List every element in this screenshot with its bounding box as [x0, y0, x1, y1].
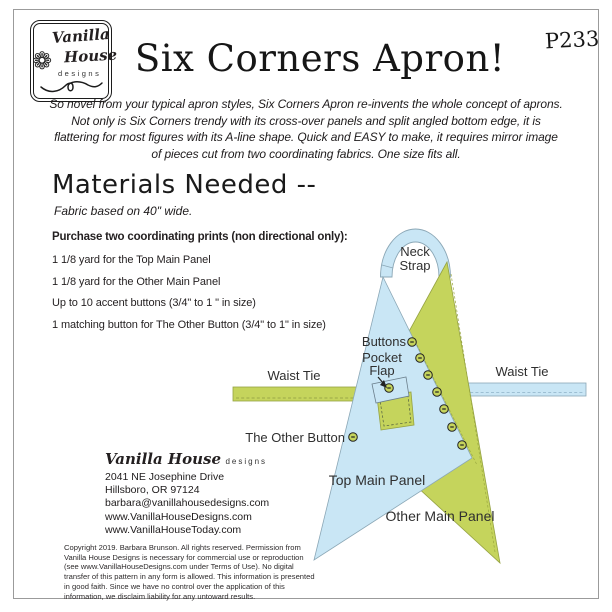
material-item: 1 1/8 yard for the Top Main Panel [52, 254, 211, 266]
pattern-code: P233 [544, 26, 600, 54]
contact-website: www.VanillaHouseDesigns.com [105, 510, 252, 523]
button-marker [458, 441, 467, 450]
button-marker [424, 371, 433, 380]
fabric-note: Fabric based on 40" wide. [54, 204, 193, 218]
the-other-button-marker [349, 433, 358, 442]
waist-tie-right-shape [462, 383, 586, 396]
intro-line: flattering for most figures with its A-line shape. Quick and EASY to make, it requires mirror image [54, 130, 558, 144]
page-title: Six Corners Apron! [134, 37, 506, 80]
purchase-heading: Purchase two coordinating prints (non directional only): [52, 231, 348, 243]
label-waist-tie-right: Waist Tie [495, 364, 549, 379]
intro-line: So novel from your typical apron styles, Six Corners Apron re-invents the whole concept of aprons. [49, 97, 563, 111]
intro-line: of pieces cut from two coordinating fabrics. One size fits all. [151, 146, 461, 161]
copyright-text: Copyright 2019. Barbara Brunson. All rights reserved. Permission from Vanilla House Designs is necessary for commercial use or reproduction (see www.VanillaHouseDesigns.com under Terms of Use). No digital transfer of this pattern in any form is allowed. This information is presented in good faith. Since we have no control over the application of this information, we disclaim liability for any untoward results. [64, 543, 315, 601]
label-other-main-panel: Other Main Panel [385, 508, 495, 524]
brand-name: Vanilla House [105, 450, 221, 468]
label-the-other-button: The Other Button [245, 430, 345, 445]
waist-tie-left-shape [233, 387, 361, 401]
label-neck-strap: Strap [399, 258, 431, 273]
label-buttons: Buttons [361, 334, 406, 349]
brand-suffix: designs [225, 457, 268, 466]
label-pocket-flap: Flap [369, 363, 395, 378]
contact-address-line: 2041 NE Josephine Drive [105, 471, 225, 483]
material-item: 1 matching button for The Other Button (3/4" to 1" in size) [52, 318, 326, 331]
button-marker [433, 388, 442, 397]
label-top-main-panel: Top Main Panel [328, 472, 426, 488]
logo-word-house: House [63, 45, 118, 67]
flower-icon: ❁ [32, 48, 53, 75]
button-marker [416, 354, 425, 363]
contact-email: barbara@vanillahousedesigns.com [105, 497, 270, 510]
contact-address-line: Hillsboro, OR 97124 [105, 484, 200, 497]
button-marker [448, 423, 457, 432]
button-marker [408, 338, 417, 347]
contact-website: www.VanillaHouseToday.com [105, 523, 242, 536]
material-item: 1 1/8 yard for the Other Main Panel [52, 275, 221, 288]
label-pocket-flap: Pocket [362, 350, 402, 365]
pocket-flap-button [385, 384, 394, 393]
contact-block [105, 450, 269, 537]
button-marker [440, 405, 449, 414]
intro-line: Not only is Six Corners trendy with its cross-over panels and split angled bottom edge, it is [71, 113, 541, 128]
materials-heading: Materials Needed -- [52, 170, 317, 200]
logo-word-vanilla: Vanilla [51, 25, 111, 47]
label-neck-strap: Neck [400, 244, 430, 259]
logo-word-designs: designs [58, 69, 102, 78]
material-item: Up to 10 accent buttons (3/4" to 1 " in size) [52, 297, 256, 309]
label-waist-tie-left: Waist Tie [267, 368, 321, 383]
